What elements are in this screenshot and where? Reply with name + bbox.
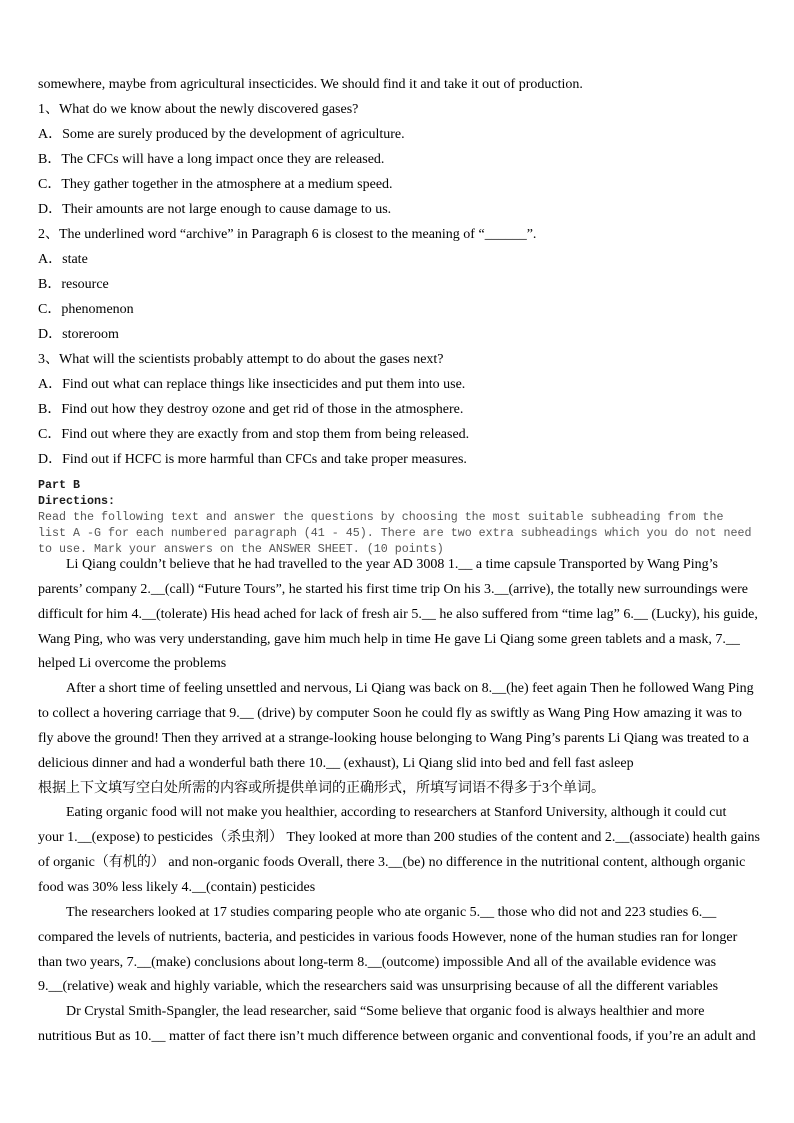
option-label: A．: [38, 377, 63, 392]
story-paragraph: [38, 677, 756, 776]
option-label: A．: [38, 127, 63, 142]
option-label: C．: [38, 302, 62, 317]
question-text: The underlined word “archive” in Paragraph 6 is closest to the meaning of “______”.: [59, 227, 537, 242]
option-d: [38, 197, 756, 222]
story-line: parents’ company 2.__(call) “Future Tours”, he started his first time trip On his 3.__(arrive), the totally new surroundings were: [38, 581, 748, 597]
part-title: Part B: [38, 478, 80, 492]
story-line: difficult for him 4.__(tolerate) His head ached for lack of fresh air 5.__ he also suffered from “time lag” 6.__ (Lucky), his guide,: [38, 606, 758, 622]
organic-line: of organic（有机的） and non-organic foods Overall, there 3.__(be) no difference in the nutritional content, although organic: [38, 855, 746, 871]
story-line: fly above the ground! Then they arrived at a strange-looking house belonging to Wang Ping’s parents Li Qiang was treated to a: [38, 730, 750, 746]
story-line: Wang Ping, who was very understanding, gave him much help in time He gave Li Qiang some green tablets and a mask, 7.__: [38, 631, 740, 647]
organic-paragraph: [38, 801, 760, 900]
directions-line: list A -G for each numbered paragraph (41 - 45). There are two extra subheadings which you do not need: [38, 526, 752, 540]
question-2: [38, 222, 756, 347]
option-b: [38, 147, 756, 172]
story-line: Li Qiang couldn’t believe that he had travelled to the year AD 3008 1.__ a time capsule Transported by Wang Ping’s: [66, 557, 718, 572]
story-paragraph: [38, 553, 756, 677]
option-text: The CFCs will have a long impact once they are released.: [61, 152, 385, 167]
option-d: [38, 447, 756, 472]
question-1: [38, 97, 756, 222]
organic-paragraph: [38, 901, 756, 1000]
option-b: [38, 397, 756, 422]
option-label: D．: [38, 202, 63, 217]
option-text: Find out if HCFC is more harmful than CFCs and take proper measures.: [62, 452, 467, 467]
option-a: [38, 247, 756, 272]
directions-line: to use. Mark your answers on the ANSWER SHEET. (10 points): [38, 542, 444, 556]
organic-line: The researchers looked at 17 studies comparing people who ate organic 5.__ those who did not and 223 studies 6.__: [66, 904, 717, 920]
option-label: A．: [38, 252, 63, 267]
organic-line: compared the levels of nutrients, bacteria, and pesticides in various foods However, none of the human studies ran for longer: [38, 929, 738, 945]
organic-line: food was 30% less likely 4.__(contain) pesticides: [38, 879, 316, 895]
option-text: Some are surely produced by the development of agriculture.: [62, 127, 405, 142]
option-label: D．: [38, 327, 63, 342]
organic-line: your 1.__(expose) to pesticides（杀虫剂） They looked at more than 200 studies of the content and 2.__(associate) health gains: [38, 830, 760, 846]
option-text: Find out what can replace things like insecticides and put them into use.: [62, 377, 466, 392]
part-b-block: [38, 477, 756, 557]
option-text: storeroom: [62, 327, 119, 342]
organic-paragraph: [38, 1000, 756, 1050]
question-number: 2、: [38, 227, 59, 242]
story-line: delicious dinner and had a wonderful bath there 10.__ (exhaust), Li Qiang slid into bed and fell fast asleep: [38, 755, 634, 771]
option-d: [38, 322, 756, 347]
story-line: After a short time of feeling unsettled and nervous, Li Qiang was back on 8.__(he) feet again Then he followed Wang Ping: [66, 681, 754, 697]
option-b: [38, 272, 756, 297]
question-text: What will the scientists probably attempt to do about the gases next?: [59, 352, 444, 367]
question-number: 3、: [38, 352, 59, 367]
option-c: [38, 172, 756, 197]
reading-section: [38, 72, 756, 472]
question-text: What do we know about the newly discovered gases?: [59, 102, 359, 117]
question-stem: [38, 222, 756, 247]
option-label: D．: [38, 452, 63, 467]
option-text: They gather together in the atmosphere at a medium speed.: [61, 177, 393, 192]
organic-line: Dr Crystal Smith-Spangler, the lead researcher, said “Some believe that organic food is always healthier and more: [66, 1004, 705, 1020]
question-stem: [38, 347, 756, 372]
story-line: to collect a hovering carriage that 9.__ (drive) by computer Soon he could fly as swiftly as Wang Ping How amazing it was to: [38, 706, 742, 722]
question-3: [38, 347, 756, 472]
option-a: [38, 122, 756, 147]
option-c: [38, 297, 756, 322]
option-text: Find out where they are exactly from and stop them from being released.: [61, 427, 470, 442]
option-label: B．: [38, 402, 62, 417]
option-text: Their amounts are not large enough to cause damage to us.: [62, 202, 392, 217]
option-label: B．: [38, 152, 62, 167]
organic-line: nutritious But as 10.__ matter of fact there isn’t much difference between organic and conventional foods, if you’re an adult and: [38, 1029, 756, 1045]
option-text: resource: [61, 277, 109, 292]
question-stem: [38, 97, 756, 122]
organic-line: than two years, 7.__(make) conclusions about long-term 8.__(outcome) impossible And all of the available evidence was: [38, 954, 717, 970]
option-label: C．: [38, 427, 62, 442]
option-text: state: [62, 252, 88, 267]
option-c: [38, 422, 756, 447]
organic-line: Eating organic food will not make you healthier, according to researchers at Stanford University, although it could cut: [66, 805, 727, 821]
organic-line: 9.__(relative) weak and highly variable, which the researchers said was unsurprising because of all the different variables: [38, 979, 719, 995]
story-line: helped Li overcome the problems: [38, 656, 227, 672]
option-label: C．: [38, 177, 62, 192]
option-a: [38, 372, 756, 397]
option-text: phenomenon: [61, 302, 134, 317]
directions-label: Directions:: [38, 494, 115, 508]
passage-tail-text: somewhere, maybe from agricultural insecticides. We should find it and take it out of production.: [38, 77, 583, 92]
cloze-instruction: 根据上下文填写空白处所需的内容或所提供单词的正确形式，所填写词语不得多于3个单词。: [38, 780, 605, 796]
directions-line: Read the following text and answer the questions by choosing the most suitable subheading from the: [38, 510, 724, 524]
cloze-section: [38, 553, 760, 1050]
question-number: 1、: [38, 102, 59, 117]
option-text: Find out how they destroy ozone and get rid of those in the atmosphere.: [61, 402, 464, 417]
option-label: B．: [38, 277, 62, 292]
